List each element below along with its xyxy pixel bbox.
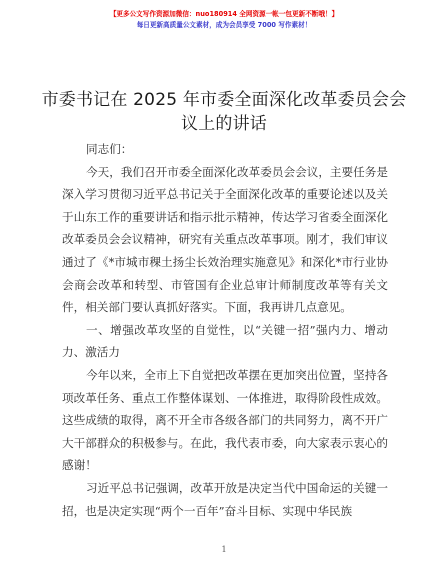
promo-banner-line-2: 每日更新高质量公文素材，成为会员享受 7000 写作素材！ <box>136 21 312 29</box>
document-title-line-1: 市委书记在 2025 年市委全面深化改革委员会会 <box>41 90 407 110</box>
section-heading-1: 一、增强改革攻坚的自觉性，以“关键一招”强内力、增动力、激活力 <box>62 322 388 360</box>
page-number: 1 <box>221 545 227 554</box>
promo-banner-line-1: 【更多公文写作资源加微信：nuo180914 全网资源一帐一包更新不断哦！】 <box>109 10 339 18</box>
paragraph-opening: 今天，我们召开市委全面深化改革委员会会议，主要任务是深入学习贯彻习近平总书记关于全面深化改革的重要论述以及关于山东工作的重要讲话和指示批示精神，传达学习省委全面深化改革委员会会议精神，研究有关重点改革事项。刚才，我们审议通过了《*市城市稞土扬尘长效治理实施意见》和深化*市行业协会商会改革和转型、市管国有企业总审计师制度改革等有关文件，相关部门要认真抓好落实。下面，我再讲几点意见。 <box>62 164 388 315</box>
document-title-line-2: 议上的讲话 <box>181 114 267 134</box>
paragraph-quote: 习近平总书记强调，改革开放是决定当代中国命运的关键一招，也是决定实现“两个一百年”奋斗目标、实现中华民族 <box>62 480 388 518</box>
document-title <box>30 88 418 136</box>
document-body <box>62 138 388 522</box>
paragraph-achievements: 今年以来，全市上下自觉把改革摆在更加突出位置，坚持各项改革任务、重点工作整体谋划、一体推进，取得阶段性成效。这些成绩的取得，离不开全市各级各部门的共同努力，离不开广大干部群众的积极参与。在此，我代表市委，向大家表示衷心的感谢！ <box>62 367 388 473</box>
salutation: 同志们： <box>86 142 133 156</box>
